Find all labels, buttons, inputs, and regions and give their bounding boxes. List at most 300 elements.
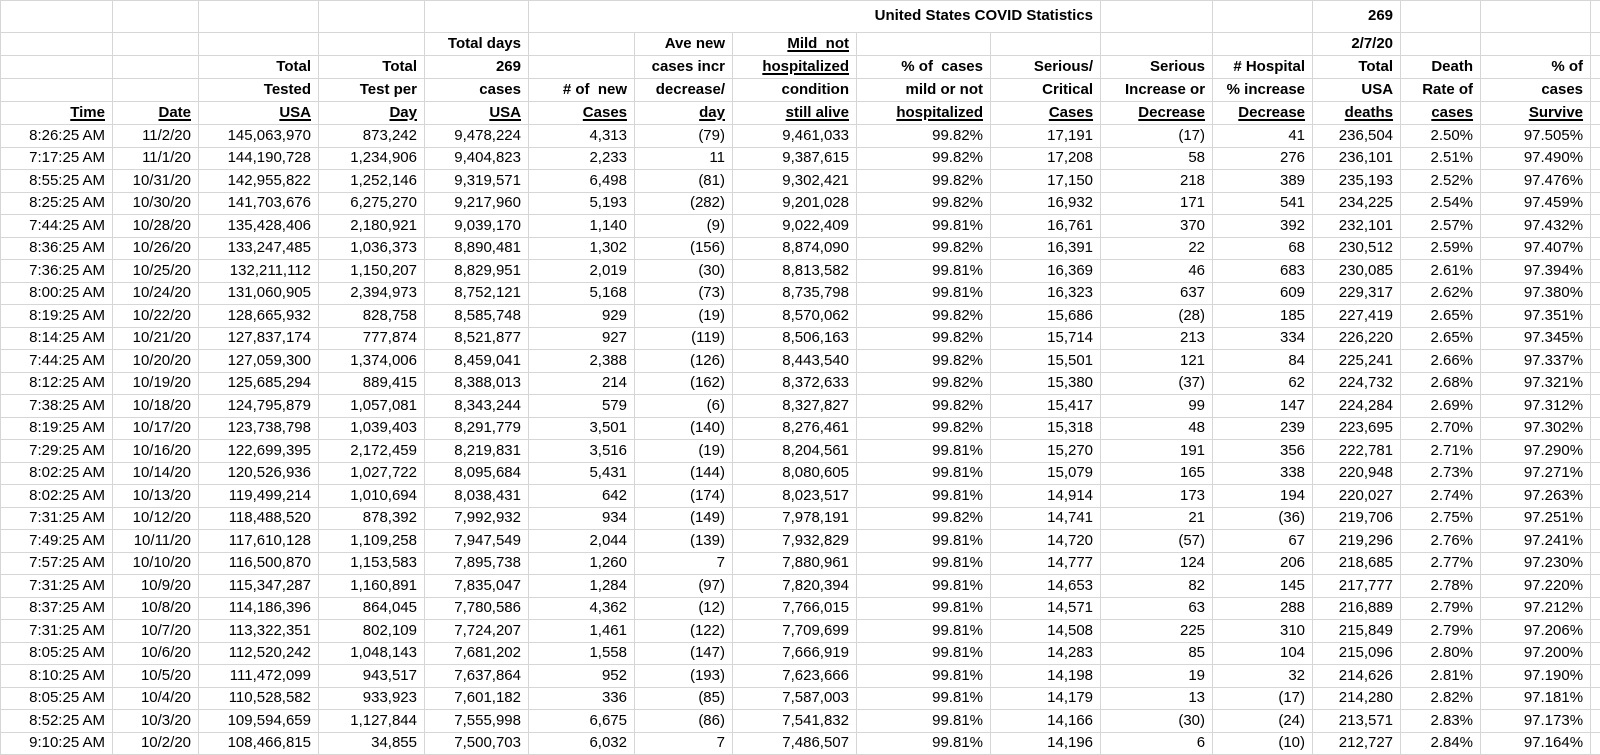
cell-time[interactable]: 7:36:25 AM xyxy=(1,260,113,283)
cell-time[interactable]: 8:19:25 AM xyxy=(1,417,113,440)
cell-total-test-per-day[interactable]: 889,415 xyxy=(319,372,425,395)
cell-mild-not-hospitalized-still-alive[interactable]: 7,932,829 xyxy=(733,530,857,553)
empty-cell[interactable] xyxy=(1213,1,1313,33)
header-increase-or[interactable]: Increase or xyxy=(1101,79,1213,102)
cell-date[interactable]: 10/16/20 xyxy=(113,440,199,463)
cell-new-cases[interactable]: 934 xyxy=(529,507,635,530)
cell-pct-cases-survive[interactable]: 97.206% xyxy=(1481,620,1591,643)
cell-death-rate-of-cases[interactable]: 2.51% xyxy=(1401,147,1481,170)
cell-time[interactable]: 7:38:25 AM xyxy=(1,395,113,418)
cell-new-cases[interactable]: 2,019 xyxy=(529,260,635,283)
cell-death-rate-of-cases[interactable]: 2.50% xyxy=(1401,125,1481,148)
cell-total-usa-deaths[interactable]: 223,695 xyxy=(1313,417,1401,440)
header-pct-of[interactable]: % of xyxy=(1481,56,1591,79)
cell-pct-cases-mild-or-not-hospitalized[interactable]: 99.81% xyxy=(857,215,991,238)
cell-mild-not-hospitalized-still-alive[interactable]: 8,443,540 xyxy=(733,350,857,373)
cell-total-test-per-day[interactable]: 1,234,906 xyxy=(319,147,425,170)
cell-death-rate-of-cases[interactable]: 2.80% xyxy=(1401,642,1481,665)
cell-time[interactable]: 9:10:25 AM xyxy=(1,732,113,755)
cell-date[interactable]: 10/26/20 xyxy=(113,237,199,260)
cell-total-test-per-day[interactable]: 873,242 xyxy=(319,125,425,148)
empty-cell[interactable] xyxy=(113,79,199,102)
cell-time[interactable]: 7:29:25 AM xyxy=(1,440,113,463)
cell-time[interactable]: 8:37:25 AM xyxy=(1,597,113,620)
cell-serious-critical-cases[interactable]: 14,571 xyxy=(991,597,1101,620)
cell-total-tested-usa[interactable]: 115,347,287 xyxy=(199,575,319,598)
cell-death-rate-of-cases[interactable]: 2.65% xyxy=(1401,305,1481,328)
cell-ave-new-cases-change-per-day[interactable]: 11 xyxy=(635,147,733,170)
cell-date[interactable]: 10/28/20 xyxy=(113,215,199,238)
cell-time[interactable]: 8:14:25 AM xyxy=(1,327,113,350)
cell-time[interactable]: 7:49:25 AM xyxy=(1,530,113,553)
header-cases-incr[interactable]: cases incr xyxy=(635,56,733,79)
empty-cell[interactable] xyxy=(319,33,425,56)
cell-death-rate-of-cases[interactable]: 2.83% xyxy=(1401,710,1481,733)
cell-total-test-per-day[interactable]: 933,923 xyxy=(319,687,425,710)
cell-serious-increase-decrease[interactable]: 121 xyxy=(1101,350,1213,373)
cell-serious-critical-cases[interactable]: 14,508 xyxy=(991,620,1101,643)
cell-new-cases[interactable]: 1,302 xyxy=(529,237,635,260)
cell-mild-not-hospitalized-still-alive[interactable]: 9,022,409 xyxy=(733,215,857,238)
cell-new-cases[interactable]: 952 xyxy=(529,665,635,688)
cell-total-cases-usa[interactable]: 8,890,481 xyxy=(425,237,529,260)
cell-hospital-pct-increase-decrease[interactable]: 239 xyxy=(1213,417,1313,440)
cell-time[interactable]: 8:36:25 AM xyxy=(1,237,113,260)
empty-cell[interactable] xyxy=(991,33,1101,56)
empty-cell[interactable] xyxy=(1101,33,1213,56)
cell-total-tested-usa[interactable]: 122,699,395 xyxy=(199,440,319,463)
empty-cell[interactable] xyxy=(1,33,113,56)
cell-total-cases-usa[interactable]: 8,291,779 xyxy=(425,417,529,440)
cell-ave-new-cases-change-per-day[interactable]: (162) xyxy=(635,372,733,395)
cell-date[interactable]: 10/5/20 xyxy=(113,665,199,688)
cell-date[interactable]: 10/19/20 xyxy=(113,372,199,395)
cell-mild-not-hospitalized-still-alive[interactable]: 8,204,561 xyxy=(733,440,857,463)
cell-total-usa-deaths[interactable]: 230,512 xyxy=(1313,237,1401,260)
cell-ave-new-cases-change-per-day[interactable]: (9) xyxy=(635,215,733,238)
cell-pct-cases-survive[interactable]: 97.173% xyxy=(1481,710,1591,733)
cell-ave-new-cases-change-per-day[interactable]: (147) xyxy=(635,642,733,665)
cell-date[interactable]: 10/18/20 xyxy=(113,395,199,418)
cell-serious-increase-decrease[interactable]: 165 xyxy=(1101,462,1213,485)
cell-total-tested-usa[interactable]: 113,322,351 xyxy=(199,620,319,643)
cell-mild-not-hospitalized-still-alive[interactable]: 9,461,033 xyxy=(733,125,857,148)
cell-date[interactable]: 10/3/20 xyxy=(113,710,199,733)
header-death[interactable]: Death xyxy=(1401,56,1481,79)
cell-death-rate-of-cases[interactable]: 2.77% xyxy=(1401,552,1481,575)
cell-serious-increase-decrease[interactable]: 213 xyxy=(1101,327,1213,350)
cell-death-rate-of-cases[interactable]: 2.59% xyxy=(1401,237,1481,260)
cell-serious-critical-cases[interactable]: 14,653 xyxy=(991,575,1101,598)
cell-mild-not-hospitalized-still-alive[interactable]: 7,709,699 xyxy=(733,620,857,643)
header-num-of-new[interactable]: # of new xyxy=(529,79,635,102)
cell-total-cases-usa[interactable]: 7,992,932 xyxy=(425,507,529,530)
cell-total-cases-usa[interactable]: 9,039,170 xyxy=(425,215,529,238)
cell-time[interactable]: 8:52:25 AM xyxy=(1,710,113,733)
cell-pct-cases-survive[interactable]: 97.432% xyxy=(1481,215,1591,238)
cell-pct-cases-mild-or-not-hospitalized[interactable]: 99.81% xyxy=(857,552,991,575)
cell-new-cases[interactable]: 6,675 xyxy=(529,710,635,733)
cell-date[interactable]: 10/14/20 xyxy=(113,462,199,485)
cell-time[interactable]: 7:31:25 AM xyxy=(1,507,113,530)
cell-ave-new-cases-change-per-day[interactable]: (126) xyxy=(635,350,733,373)
header-hospitalized2[interactable]: hospitalized xyxy=(857,102,991,125)
cell-time[interactable]: 8:10:25 AM xyxy=(1,665,113,688)
cell-date[interactable]: 10/4/20 xyxy=(113,687,199,710)
cell-total-cases-usa[interactable]: 8,343,244 xyxy=(425,395,529,418)
cell-total-cases-usa[interactable]: 7,637,864 xyxy=(425,665,529,688)
cell-total-cases-usa[interactable]: 7,500,703 xyxy=(425,732,529,755)
cell-total-tested-usa[interactable]: 111,472,099 xyxy=(199,665,319,688)
cell-pct-cases-mild-or-not-hospitalized[interactable]: 99.82% xyxy=(857,507,991,530)
cell-serious-increase-decrease[interactable]: (30) xyxy=(1101,710,1213,733)
cell-death-rate-of-cases[interactable]: 2.81% xyxy=(1401,665,1481,688)
cell-new-cases[interactable]: 1,140 xyxy=(529,215,635,238)
cell-total-usa-deaths[interactable]: 224,732 xyxy=(1313,372,1401,395)
cell-total-cases-usa[interactable]: 8,829,951 xyxy=(425,260,529,283)
cell-serious-critical-cases[interactable]: 14,198 xyxy=(991,665,1101,688)
cell-pct-cases-mild-or-not-hospitalized[interactable]: 99.82% xyxy=(857,170,991,193)
cell-time[interactable]: 8:05:25 AM xyxy=(1,642,113,665)
cell-time[interactable]: 8:19:25 AM xyxy=(1,305,113,328)
cell-serious-critical-cases[interactable]: 14,166 xyxy=(991,710,1101,733)
sheet-title[interactable]: United States COVID Statistics xyxy=(529,1,1101,33)
header-pct-of-cases[interactable]: % of cases xyxy=(857,56,991,79)
cell-death-rate-of-cases[interactable]: 2.82% xyxy=(1401,687,1481,710)
cell-death-rate-of-cases[interactable]: 2.76% xyxy=(1401,530,1481,553)
cell-pct-cases-survive[interactable]: 97.251% xyxy=(1481,507,1591,530)
cell-time[interactable]: 8:02:25 AM xyxy=(1,462,113,485)
cell-death-rate-of-cases[interactable]: 2.78% xyxy=(1401,575,1481,598)
header-decrease[interactable]: decrease/ xyxy=(635,79,733,102)
cell-death-rate-of-cases[interactable]: 2.52% xyxy=(1401,170,1481,193)
cell-serious-critical-cases[interactable]: 14,720 xyxy=(991,530,1101,553)
cell-total-tested-usa[interactable]: 135,428,406 xyxy=(199,215,319,238)
cell-date[interactable]: 10/31/20 xyxy=(113,170,199,193)
cell-ave-new-cases-change-per-day[interactable]: (19) xyxy=(635,305,733,328)
cell-total-tested-usa[interactable]: 125,685,294 xyxy=(199,372,319,395)
cell-new-cases[interactable]: 2,388 xyxy=(529,350,635,373)
cell-total-test-per-day[interactable]: 1,153,583 xyxy=(319,552,425,575)
cell-hospital-pct-increase-decrease[interactable]: 41 xyxy=(1213,125,1313,148)
cell-total-tested-usa[interactable]: 117,610,128 xyxy=(199,530,319,553)
cell-hospital-pct-increase-decrease[interactable]: (24) xyxy=(1213,710,1313,733)
cell-time[interactable]: 7:31:25 AM xyxy=(1,575,113,598)
cell-new-cases[interactable]: 5,431 xyxy=(529,462,635,485)
cell-death-rate-of-cases[interactable]: 2.84% xyxy=(1401,732,1481,755)
empty-cell[interactable] xyxy=(1401,1,1481,33)
cell-time[interactable]: 8:02:25 AM xyxy=(1,485,113,508)
cell-serious-increase-decrease[interactable]: 218 xyxy=(1101,170,1213,193)
cell-pct-cases-mild-or-not-hospitalized[interactable]: 99.82% xyxy=(857,237,991,260)
cell-mild-not-hospitalized-still-alive[interactable]: 9,387,615 xyxy=(733,147,857,170)
cell-time[interactable]: 8:05:25 AM xyxy=(1,687,113,710)
cell-pct-cases-survive[interactable]: 97.241% xyxy=(1481,530,1591,553)
cell-total-test-per-day[interactable]: 2,172,459 xyxy=(319,440,425,463)
cell-total-usa-deaths[interactable]: 234,225 xyxy=(1313,192,1401,215)
cell-mild-not-hospitalized-still-alive[interactable]: 8,023,517 xyxy=(733,485,857,508)
cell-serious-increase-decrease[interactable]: 6 xyxy=(1101,732,1213,755)
cell-pct-cases-mild-or-not-hospitalized[interactable]: 99.82% xyxy=(857,372,991,395)
cell-hospital-pct-increase-decrease[interactable]: 68 xyxy=(1213,237,1313,260)
cell-total-cases-usa[interactable]: 8,388,013 xyxy=(425,372,529,395)
cell-total-usa-deaths[interactable]: 232,101 xyxy=(1313,215,1401,238)
header-num-hospital[interactable]: # Hospital xyxy=(1213,56,1313,79)
header-mild-not[interactable]: Mild not xyxy=(733,33,857,56)
cell-serious-increase-decrease[interactable]: 225 xyxy=(1101,620,1213,643)
cell-date[interactable]: 10/21/20 xyxy=(113,327,199,350)
empty-cell[interactable] xyxy=(113,33,199,56)
cell-total-test-per-day[interactable]: 1,010,694 xyxy=(319,485,425,508)
cell-ave-new-cases-change-per-day[interactable]: (156) xyxy=(635,237,733,260)
cell-total-tested-usa[interactable]: 124,795,879 xyxy=(199,395,319,418)
cell-pct-cases-survive[interactable]: 97.459% xyxy=(1481,192,1591,215)
cell-mild-not-hospitalized-still-alive[interactable]: 7,486,507 xyxy=(733,732,857,755)
empty-cell[interactable] xyxy=(1,79,113,102)
header-269[interactable]: 269 xyxy=(425,56,529,79)
total-days-value[interactable]: 269 xyxy=(1313,1,1401,33)
cell-total-test-per-day[interactable]: 34,855 xyxy=(319,732,425,755)
header-date-value[interactable]: 2/7/20 xyxy=(1313,33,1401,56)
cell-total-test-per-day[interactable]: 1,127,844 xyxy=(319,710,425,733)
cell-mild-not-hospitalized-still-alive[interactable]: 7,766,015 xyxy=(733,597,857,620)
empty-cell[interactable] xyxy=(1213,33,1313,56)
cell-time[interactable]: 8:00:25 AM xyxy=(1,282,113,305)
cell-hospital-pct-increase-decrease[interactable]: 389 xyxy=(1213,170,1313,193)
cell-total-tested-usa[interactable]: 120,526,936 xyxy=(199,462,319,485)
cell-new-cases[interactable]: 6,498 xyxy=(529,170,635,193)
cell-hospital-pct-increase-decrease[interactable]: 194 xyxy=(1213,485,1313,508)
cell-mild-not-hospitalized-still-alive[interactable]: 7,541,832 xyxy=(733,710,857,733)
cell-pct-cases-mild-or-not-hospitalized[interactable]: 99.81% xyxy=(857,440,991,463)
header-test-per[interactable]: Test per xyxy=(319,79,425,102)
cell-new-cases[interactable]: 6,032 xyxy=(529,732,635,755)
cell-serious-increase-decrease[interactable]: 370 xyxy=(1101,215,1213,238)
cell-serious-critical-cases[interactable]: 16,761 xyxy=(991,215,1101,238)
cell-new-cases[interactable]: 1,284 xyxy=(529,575,635,598)
header-serious[interactable]: Serious/ xyxy=(991,56,1101,79)
cell-mild-not-hospitalized-still-alive[interactable]: 8,813,582 xyxy=(733,260,857,283)
cell-ave-new-cases-change-per-day[interactable]: (119) xyxy=(635,327,733,350)
cell-time[interactable]: 7:57:25 AM xyxy=(1,552,113,575)
cell-pct-cases-survive[interactable]: 97.490% xyxy=(1481,147,1591,170)
cell-death-rate-of-cases[interactable]: 2.57% xyxy=(1401,215,1481,238)
cell-death-rate-of-cases[interactable]: 2.71% xyxy=(1401,440,1481,463)
cell-mild-not-hospitalized-still-alive[interactable]: 7,880,961 xyxy=(733,552,857,575)
header-total[interactable]: Total xyxy=(199,56,319,79)
cell-serious-increase-decrease[interactable]: 48 xyxy=(1101,417,1213,440)
cell-total-usa-deaths[interactable]: 220,948 xyxy=(1313,462,1401,485)
cell-time[interactable]: 8:25:25 AM xyxy=(1,192,113,215)
cell-total-test-per-day[interactable]: 1,057,081 xyxy=(319,395,425,418)
cell-death-rate-of-cases[interactable]: 2.75% xyxy=(1401,507,1481,530)
cell-total-tested-usa[interactable]: 145,063,970 xyxy=(199,125,319,148)
cell-date[interactable]: 10/12/20 xyxy=(113,507,199,530)
cell-ave-new-cases-change-per-day[interactable]: (81) xyxy=(635,170,733,193)
cell-mild-not-hospitalized-still-alive[interactable]: 8,735,798 xyxy=(733,282,857,305)
cell-ave-new-cases-change-per-day[interactable]: (12) xyxy=(635,597,733,620)
cell-total-tested-usa[interactable]: 127,059,300 xyxy=(199,350,319,373)
cell-pct-cases-survive[interactable]: 97.220% xyxy=(1481,575,1591,598)
cell-pct-cases-survive[interactable]: 97.337% xyxy=(1481,350,1591,373)
cell-serious-increase-decrease[interactable]: (28) xyxy=(1101,305,1213,328)
cell-pct-cases-mild-or-not-hospitalized[interactable]: 99.82% xyxy=(857,305,991,328)
cell-hospital-pct-increase-decrease[interactable]: 67 xyxy=(1213,530,1313,553)
cell-time[interactable]: 8:26:25 AM xyxy=(1,125,113,148)
cell-total-test-per-day[interactable]: 878,392 xyxy=(319,507,425,530)
cell-ave-new-cases-change-per-day[interactable]: (86) xyxy=(635,710,733,733)
cell-total-usa-deaths[interactable]: 229,317 xyxy=(1313,282,1401,305)
cell-date[interactable]: 10/8/20 xyxy=(113,597,199,620)
cell-total-test-per-day[interactable]: 1,027,722 xyxy=(319,462,425,485)
header-cases[interactable]: cases xyxy=(425,79,529,102)
cell-date[interactable]: 10/7/20 xyxy=(113,620,199,643)
cell-serious-critical-cases[interactable]: 15,686 xyxy=(991,305,1101,328)
cell-total-cases-usa[interactable]: 7,895,738 xyxy=(425,552,529,575)
cell-death-rate-of-cases[interactable]: 2.79% xyxy=(1401,597,1481,620)
cell-total-tested-usa[interactable]: 116,500,870 xyxy=(199,552,319,575)
empty-cell[interactable] xyxy=(1,1,113,33)
cell-new-cases[interactable]: 214 xyxy=(529,372,635,395)
cell-new-cases[interactable]: 4,362 xyxy=(529,597,635,620)
header-serious2[interactable]: Serious xyxy=(1101,56,1213,79)
cell-mild-not-hospitalized-still-alive[interactable]: 8,874,090 xyxy=(733,237,857,260)
cell-total-usa-deaths[interactable]: 216,889 xyxy=(1313,597,1401,620)
cell-total-cases-usa[interactable]: 8,752,121 xyxy=(425,282,529,305)
cell-total-cases-usa[interactable]: 7,681,202 xyxy=(425,642,529,665)
cell-hospital-pct-increase-decrease[interactable]: (10) xyxy=(1213,732,1313,755)
cell-serious-increase-decrease[interactable]: 63 xyxy=(1101,597,1213,620)
cell-serious-increase-decrease[interactable]: 19 xyxy=(1101,665,1213,688)
cell-serious-critical-cases[interactable]: 15,417 xyxy=(991,395,1101,418)
cell-hospital-pct-increase-decrease[interactable]: 334 xyxy=(1213,327,1313,350)
cell-death-rate-of-cases[interactable]: 2.68% xyxy=(1401,372,1481,395)
cell-serious-critical-cases[interactable]: 14,741 xyxy=(991,507,1101,530)
cell-hospital-pct-increase-decrease[interactable]: 356 xyxy=(1213,440,1313,463)
cell-hospital-pct-increase-decrease[interactable]: 206 xyxy=(1213,552,1313,575)
cell-ave-new-cases-change-per-day[interactable]: (6) xyxy=(635,395,733,418)
cell-ave-new-cases-change-per-day[interactable]: (122) xyxy=(635,620,733,643)
cell-pct-cases-survive[interactable]: 97.290% xyxy=(1481,440,1591,463)
cell-serious-critical-cases[interactable]: 14,196 xyxy=(991,732,1101,755)
empty-cell[interactable] xyxy=(529,33,635,56)
cell-ave-new-cases-change-per-day[interactable]: (174) xyxy=(635,485,733,508)
header-hospitalized[interactable]: hospitalized xyxy=(733,56,857,79)
cell-pct-cases-survive[interactable]: 97.212% xyxy=(1481,597,1591,620)
cell-total-usa-deaths[interactable]: 224,284 xyxy=(1313,395,1401,418)
cell-pct-cases-mild-or-not-hospitalized[interactable]: 99.81% xyxy=(857,620,991,643)
cell-time[interactable]: 7:44:25 AM xyxy=(1,215,113,238)
cell-pct-cases-mild-or-not-hospitalized[interactable]: 99.82% xyxy=(857,125,991,148)
cell-total-test-per-day[interactable]: 1,048,143 xyxy=(319,642,425,665)
cell-total-usa-deaths[interactable]: 236,504 xyxy=(1313,125,1401,148)
cell-total-cases-usa[interactable]: 9,217,960 xyxy=(425,192,529,215)
cell-death-rate-of-cases[interactable]: 2.73% xyxy=(1401,462,1481,485)
cell-serious-increase-decrease[interactable]: 191 xyxy=(1101,440,1213,463)
cell-hospital-pct-increase-decrease[interactable]: 338 xyxy=(1213,462,1313,485)
cell-serious-increase-decrease[interactable]: 13 xyxy=(1101,687,1213,710)
cell-hospital-pct-increase-decrease[interactable]: (36) xyxy=(1213,507,1313,530)
cell-pct-cases-mild-or-not-hospitalized[interactable]: 99.82% xyxy=(857,350,991,373)
header-time[interactable]: Time xyxy=(1,102,113,125)
cell-date[interactable]: 10/22/20 xyxy=(113,305,199,328)
cell-new-cases[interactable]: 642 xyxy=(529,485,635,508)
cell-ave-new-cases-change-per-day[interactable]: (30) xyxy=(635,260,733,283)
cell-mild-not-hospitalized-still-alive[interactable]: 8,570,062 xyxy=(733,305,857,328)
cell-pct-cases-survive[interactable]: 97.505% xyxy=(1481,125,1591,148)
cell-time[interactable]: 7:44:25 AM xyxy=(1,350,113,373)
cell-total-tested-usa[interactable]: 141,703,676 xyxy=(199,192,319,215)
cell-pct-cases-mild-or-not-hospitalized[interactable]: 99.81% xyxy=(857,282,991,305)
cell-pct-cases-survive[interactable]: 97.181% xyxy=(1481,687,1591,710)
cell-pct-cases-mild-or-not-hospitalized[interactable]: 99.81% xyxy=(857,732,991,755)
cell-serious-increase-decrease[interactable]: 171 xyxy=(1101,192,1213,215)
cell-ave-new-cases-change-per-day[interactable]: (79) xyxy=(635,125,733,148)
cell-total-cases-usa[interactable]: 8,219,831 xyxy=(425,440,529,463)
cell-pct-cases-mild-or-not-hospitalized[interactable]: 99.82% xyxy=(857,395,991,418)
cell-ave-new-cases-change-per-day[interactable]: (139) xyxy=(635,530,733,553)
cell-serious-increase-decrease[interactable]: 173 xyxy=(1101,485,1213,508)
header-total[interactable]: Total xyxy=(319,56,425,79)
cell-total-usa-deaths[interactable]: 225,241 xyxy=(1313,350,1401,373)
header-cases-red[interactable]: cases xyxy=(1481,79,1591,102)
cell-pct-cases-survive[interactable]: 97.351% xyxy=(1481,305,1591,328)
cell-total-tested-usa[interactable]: 110,528,582 xyxy=(199,687,319,710)
header-cases-new[interactable]: Cases xyxy=(529,102,635,125)
cell-mild-not-hospitalized-still-alive[interactable]: 7,623,666 xyxy=(733,665,857,688)
cell-total-tested-usa[interactable]: 131,060,905 xyxy=(199,282,319,305)
cell-serious-critical-cases[interactable]: 16,369 xyxy=(991,260,1101,283)
cell-death-rate-of-cases[interactable]: 2.70% xyxy=(1401,417,1481,440)
empty-cell[interactable] xyxy=(1481,33,1591,56)
cell-new-cases[interactable]: 2,233 xyxy=(529,147,635,170)
cell-pct-cases-mild-or-not-hospitalized[interactable]: 99.81% xyxy=(857,485,991,508)
cell-total-test-per-day[interactable]: 802,109 xyxy=(319,620,425,643)
cell-total-test-per-day[interactable]: 864,045 xyxy=(319,597,425,620)
cell-time[interactable]: 8:12:25 AM xyxy=(1,372,113,395)
cell-new-cases[interactable]: 2,044 xyxy=(529,530,635,553)
cell-new-cases[interactable]: 5,193 xyxy=(529,192,635,215)
cell-serious-critical-cases[interactable]: 15,270 xyxy=(991,440,1101,463)
cell-hospital-pct-increase-decrease[interactable]: 541 xyxy=(1213,192,1313,215)
empty-cell[interactable] xyxy=(319,1,425,33)
cell-new-cases[interactable]: 4,313 xyxy=(529,125,635,148)
cell-serious-critical-cases[interactable]: 14,179 xyxy=(991,687,1101,710)
cell-mild-not-hospitalized-still-alive[interactable]: 8,327,827 xyxy=(733,395,857,418)
cell-death-rate-of-cases[interactable]: 2.74% xyxy=(1401,485,1481,508)
cell-ave-new-cases-change-per-day[interactable]: (73) xyxy=(635,282,733,305)
cell-serious-critical-cases[interactable]: 14,914 xyxy=(991,485,1101,508)
cell-pct-cases-mild-or-not-hospitalized[interactable]: 99.81% xyxy=(857,530,991,553)
cell-serious-critical-cases[interactable]: 17,191 xyxy=(991,125,1101,148)
header-date[interactable]: Date xyxy=(113,102,199,125)
cell-serious-increase-decrease[interactable]: 124 xyxy=(1101,552,1213,575)
cell-date[interactable]: 10/2/20 xyxy=(113,732,199,755)
cell-death-rate-of-cases[interactable]: 2.79% xyxy=(1401,620,1481,643)
cell-date[interactable]: 10/24/20 xyxy=(113,282,199,305)
header-serious-cases[interactable]: Cases xyxy=(991,102,1101,125)
cell-total-usa-deaths[interactable]: 214,280 xyxy=(1313,687,1401,710)
cell-serious-critical-cases[interactable]: 17,150 xyxy=(991,170,1101,193)
cell-ave-new-cases-change-per-day[interactable]: (97) xyxy=(635,575,733,598)
cell-new-cases[interactable]: 1,260 xyxy=(529,552,635,575)
header-decrease3[interactable]: Decrease xyxy=(1213,102,1313,125)
cell-hospital-pct-increase-decrease[interactable]: 32 xyxy=(1213,665,1313,688)
cell-total-usa-deaths[interactable]: 222,781 xyxy=(1313,440,1401,463)
cell-hospital-pct-increase-decrease[interactable]: 84 xyxy=(1213,350,1313,373)
cell-total-cases-usa[interactable]: 8,585,748 xyxy=(425,305,529,328)
cell-serious-increase-decrease[interactable]: (37) xyxy=(1101,372,1213,395)
